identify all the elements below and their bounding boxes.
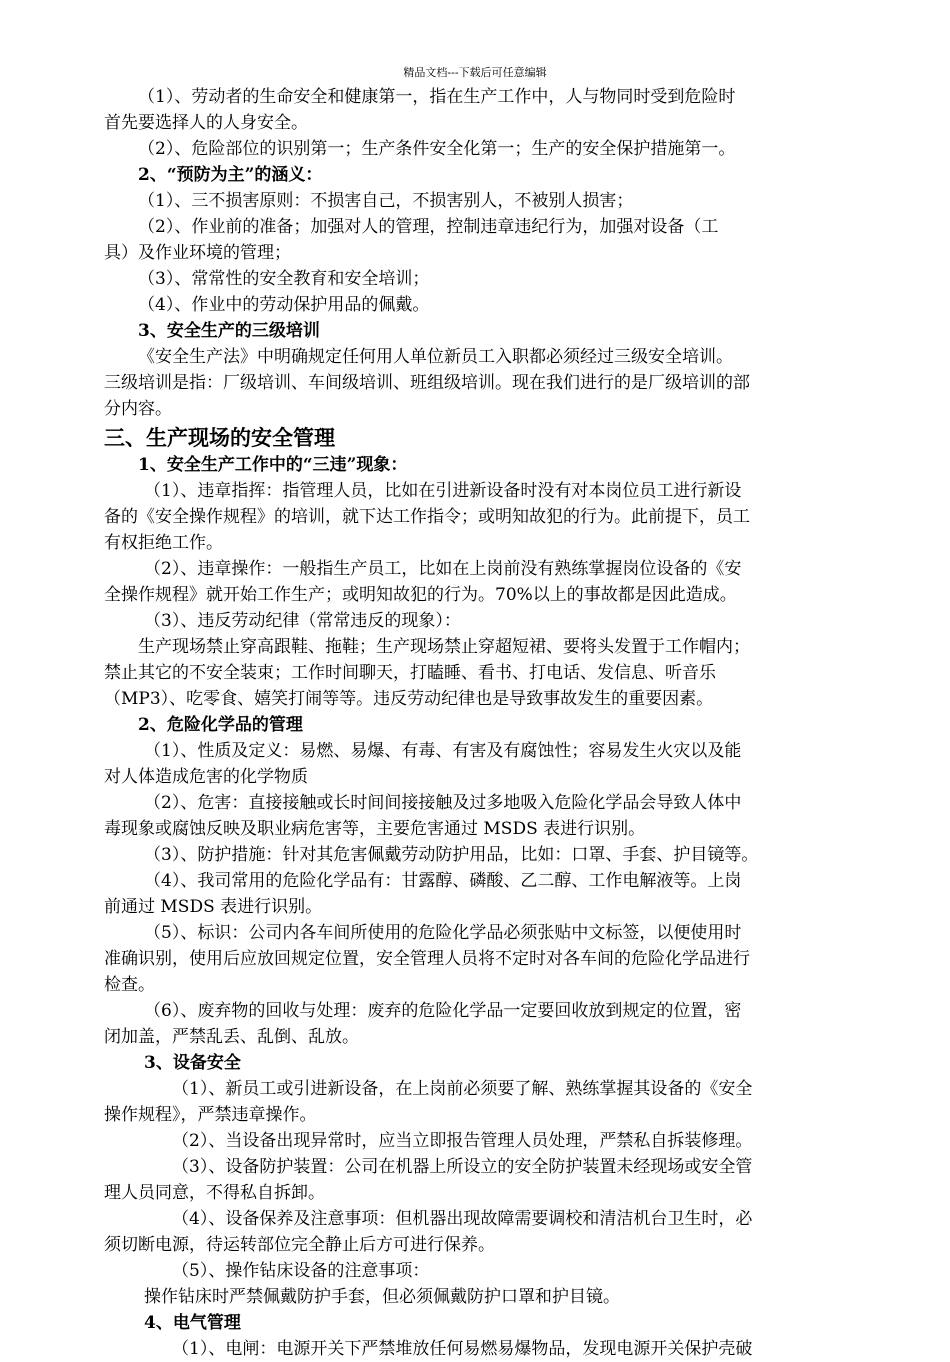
text-line: 分内容。 bbox=[104, 399, 172, 419]
text-line: 三级培训是指：厂级培训、车间级培训、班组级培训。现在我们进行的是厂级培训的部 bbox=[104, 373, 750, 393]
text-line: 对人体造成危害的化学物质 bbox=[104, 767, 308, 787]
text-line: 须切断电源，待运转部位完全静止后方可进行保养。 bbox=[104, 1235, 495, 1255]
page-header: 精品文档---下载后可任意编辑 bbox=[403, 66, 547, 79]
text-line: （4）、作业中的劳动保护用品的佩戴。 bbox=[138, 295, 430, 315]
text-line: （1）、性质及定义：易燃、易爆、有毒、有害及有腐蚀性；容易发生火灾以及能 bbox=[144, 741, 742, 761]
text-line: （2）、当设备出现异常时，应当立即报告管理人员处理，严禁私自拆装修理。 bbox=[172, 1131, 753, 1151]
text-line: （1）、三不损害原则：不损害自己，不损害别人，不被别人损害； bbox=[138, 191, 634, 211]
text-line: 具）及作业环境的管理； bbox=[104, 243, 291, 263]
text-line: 操作规程》，严禁违章操作。 bbox=[104, 1105, 317, 1125]
text-line: 禁止其它的不安全装束；工作时间聊天，打瞌睡、看书、打电话、发信息、听音乐 bbox=[104, 663, 716, 683]
text-line: 前通过 MSDS 表进行识别。 bbox=[104, 897, 323, 917]
text-line: （2）、危险部位的识别第一；生产条件安全化第一；生产的安全保护措施第一。 bbox=[138, 139, 736, 159]
text-line: （3）、设备防护装置：公司在机器上所设立的安全防护装置未经现场或安全管 bbox=[172, 1157, 753, 1177]
text-line: （2）、违章操作：一般指生产员工，比如在上岗前没有熟练掌握岗位设备的《安 bbox=[144, 559, 742, 579]
text-line: 理人员同意，不得私自拆卸。 bbox=[104, 1183, 325, 1203]
text-line: 生产现场禁止穿高跟鞋、拖鞋；生产现场禁止穿超短裙、要将头发置于工作帽内； bbox=[138, 637, 750, 657]
text-line: （2）、作业前的准备；加强对人的管理，控制违章违纪行为，加强对设备（工 bbox=[138, 217, 719, 237]
text-line: （1）、新员工或引进新设备，在上岗前必须要了解、熟练掌握其设备的《安全 bbox=[172, 1079, 753, 1099]
text-line: 备的《安全操作规程》的培训，就下达工作指令；或明知故犯的行为。此前提下，员工 bbox=[104, 507, 750, 527]
subsection-heading: 1、安全生产工作中的“三违”现象： bbox=[138, 455, 408, 475]
text-line: 《安全生产法》中明确规定任何用人单位新员工入职都必须经过三级安全培训。 bbox=[138, 347, 733, 367]
text-line: （3）、违反劳动纪律（常常违反的现象）： bbox=[144, 611, 461, 631]
text-line: 检查。 bbox=[104, 975, 155, 995]
text-line: 首先要选择人的人身安全。 bbox=[104, 113, 308, 133]
text-line: （1）、电闸：电源开关下严禁堆放任何易燃易爆物品，发现电源开关保护壳破 bbox=[172, 1339, 753, 1359]
subsection-heading: 2、“预防为主”的涵义： bbox=[138, 165, 323, 185]
text-line: 准确识别，使用后应放回规定位置，安全管理人员将不定时对各车间的危险化学品进行 bbox=[104, 949, 750, 969]
document-body bbox=[104, 84, 864, 1362]
text-line: （2）、危害：直接接触或长时间间接接触及过多地吸入危险化学品会导致人体中 bbox=[144, 793, 742, 813]
text-line: 全操作规程》就开始工作生产；或明知故犯的行为。70%以上的事故都是因此造成。 bbox=[104, 585, 737, 605]
section-heading: 三、生产现场的安全管理 bbox=[104, 425, 335, 450]
text-line: 毒现象或腐蚀反映及职业病危害等，主要危害通过 MSDS 表进行识别。 bbox=[104, 819, 646, 839]
text-line: 有权拒绝工作。 bbox=[104, 533, 223, 553]
text-line: （3）、防护措施：针对其危害佩戴劳动防护用品，比如：口罩、手套、护目镜等。 bbox=[144, 845, 759, 865]
text-line: （6）、废弃物的回收与处理：废弃的危险化学品一定要回收放到规定的位置，密 bbox=[144, 1001, 742, 1021]
text-line: （1）、劳动者的生命安全和健康第一，指在生产工作中，人与物同时受到危险时 bbox=[138, 87, 736, 107]
subsection-heading: 4、电气管理 bbox=[144, 1313, 241, 1333]
text-line: （4）、我司常用的危险化学品有：甘露醇、磷酸、乙二醇、工作电解液等。上岗 bbox=[144, 871, 742, 891]
text-line: （4）、设备保养及注意事项：但机器出现故障需要调校和清洁机台卫生时，必 bbox=[172, 1209, 753, 1229]
text-line: （5）、操作钻床设备的注意事项： bbox=[172, 1261, 430, 1281]
text-line: （5）、标识：公司内各车间所使用的危险化学品必须张贴中文标签，以便使用时 bbox=[144, 923, 742, 943]
subsection-heading: 3、设备安全 bbox=[144, 1053, 241, 1073]
subsection-heading: 2、危险化学品的管理 bbox=[138, 715, 303, 735]
text-line: 操作钻床时严禁佩戴防护手套，但必须佩戴防护口罩和护目镜。 bbox=[144, 1287, 620, 1307]
subsection-heading: 3、安全生产的三级培训 bbox=[138, 321, 320, 341]
text-line: 闭加盖，严禁乱丢、乱倒、乱放。 bbox=[104, 1027, 359, 1047]
text-line: （MP3）、吃零食、嬉笑打闹等等。违反劳动纪律也是导致事故发生的重要因素。 bbox=[104, 689, 714, 709]
text-line: （3）、常常性的安全教育和安全培训； bbox=[138, 269, 430, 289]
text-line: （1）、违章指挥：指管理人员，比如在引进新设备时没有对本岗位员工进行新设 bbox=[144, 481, 742, 501]
